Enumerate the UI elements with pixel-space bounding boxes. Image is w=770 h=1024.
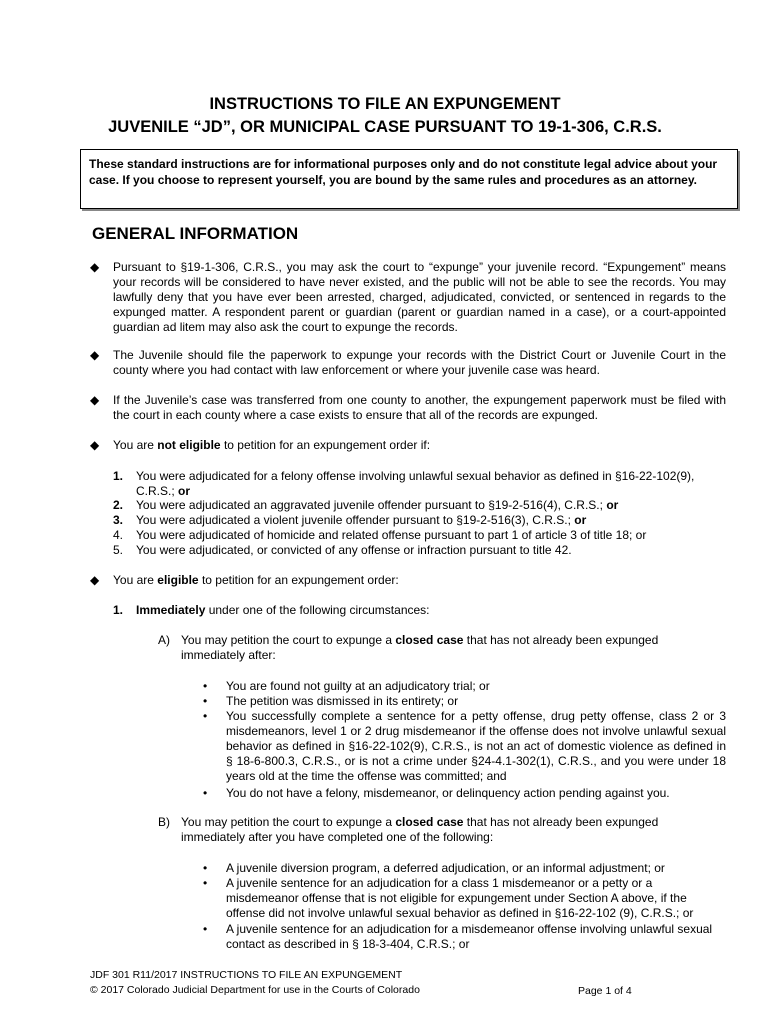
diamond-bullet-icon: ◆ <box>90 438 100 452</box>
bullet-paragraph-3: If the Juvenile’s case was transferred from one county to another, the expungement paperwork must be filed with the court in each county where a case exists to ensure that all of the records are expunged. <box>113 393 726 422</box>
list-number: 4. <box>113 528 124 542</box>
diamond-bullet-icon: ◆ <box>90 573 100 587</box>
not-eligible-item-1: You were adjudicated for a felony offense involving unlawful sexual behavior as defined in §16-22-102(9), C.R.S.; or <box>136 469 695 498</box>
subsection-a-item-4: You do not have a felony, misdemeanor, or delinquency action pending against you. <box>226 786 670 800</box>
bullet-dot-icon: • <box>203 922 208 936</box>
list-number: 1. <box>113 469 124 483</box>
not-eligible-item-4: You were adjudicated of homicide and related offense pursuant to part 1 of article 3 of title 18; or <box>136 528 647 542</box>
subsection-label-b: B) <box>158 815 170 829</box>
subsection-label-a: A) <box>158 633 170 647</box>
diamond-bullet-icon: ◆ <box>90 260 100 274</box>
list-number: 3. <box>113 513 124 527</box>
subsection-b-item-2: A juvenile sentence for an adjudication for a class 1 misdemeanor or a petty or a misdemeanor offense that is not eligible for expungement under Section A above, if the offense did not involve unlawful sexual behavior as defined in §16-22-102 (9), C.R.S.; or <box>226 876 694 920</box>
bullet-paragraph-1: Pursuant to §19-1-306, C.R.S., you may ask the court to “expunge” your juvenile record. “Expungement” means your records will be considered to have never existed, and the public will not be able to see the records. You may lawfully deny that you have ever been arrested, charged, adjudicated, convicted, or sentenced in regards to the expunged matter. A respondent parent or guardian (parent or guardian named in a case), or a court-appointed guardian ad litem may also ask the court to expunge the records. <box>113 260 726 334</box>
subsection-b-item-1: A juvenile diversion program, a deferred adjudication, or an informal adjustment; or <box>226 861 665 875</box>
not-eligible-item-2: You were adjudicated an aggravated juvenile offender pursuant to §19-2-516(4), C.R.S.; or <box>136 498 619 512</box>
bullet-dot-icon: • <box>203 679 208 693</box>
eligible-immediately-heading: Immediately under one of the following circumstances: <box>136 603 430 617</box>
footer-page-number: Page 1 of 4 <box>578 985 632 997</box>
list-number: 1. <box>113 603 124 617</box>
not-eligible-item-3: You were adjudicated a violent juvenile offender pursuant to §19-2-516(3), C.R.S.; or <box>136 513 587 527</box>
subsection-a-text: You may petition the court to expunge a closed case that has not already been expunged immediately after: <box>181 633 659 662</box>
subsection-a-item-2: The petition was dismissed in its entirety; or <box>226 694 459 708</box>
footer-form-id: JDF 301 R11/2017 INSTRUCTIONS TO FILE AN EXPUNGEMENT <box>90 969 403 981</box>
bullet-dot-icon: • <box>203 861 208 875</box>
bullet-paragraph-4: You are not eligible to petition for an expungement order if: <box>113 438 431 452</box>
document-title: INSTRUCTIONS TO FILE AN EXPUNGEMENT <box>209 95 561 113</box>
disclaimer-box: These standard instructions are for informational purposes only and do not constitute legal advice about your case. If you choose to represent yourself, you are bound by the same rules and procedures as an attorney. <box>80 149 738 209</box>
document-subtitle: JUVENILE “JD”, OR MUNICIPAL CASE PURSUANT TO 19-1-306, C.R.S. <box>108 118 662 136</box>
footer-copyright: © 2017 Colorado Judicial Department for use in the Courts of Colorado <box>90 984 420 996</box>
bullet-dot-icon: • <box>203 786 208 800</box>
diamond-bullet-icon: ◆ <box>90 348 100 362</box>
bullet-paragraph-2: The Juvenile should file the paperwork to expunge your records with the District Court or Juvenile Court in the county where you had contact with law enforcement or where your juvenile case was heard. <box>113 348 726 377</box>
list-number: 5. <box>113 543 124 557</box>
section-heading: GENERAL INFORMATION <box>92 224 299 243</box>
diamond-bullet-icon: ◆ <box>90 393 100 407</box>
list-number: 2. <box>113 498 124 512</box>
bullet-dot-icon: • <box>203 709 208 723</box>
subsection-b-text: You may petition the court to expunge a closed case that has not already been expunged immediately after you have completed one of the following: <box>181 815 659 844</box>
bullet-dot-icon: • <box>203 694 208 708</box>
subsection-b-item-3: A juvenile sentence for an adjudication for a misdemeanor offense involving unlawful sexual contact as described in § 18-3-404, C.R.S.; or <box>226 922 713 951</box>
bullet-paragraph-5: You are eligible to petition for an expungement order: <box>113 573 399 587</box>
subsection-a-item-1: You are found not guilty at an adjudicatory trial; or <box>226 679 490 693</box>
not-eligible-item-5: You were adjudicated, or convicted of any offense or infraction pursuant to title 42. <box>136 543 572 557</box>
subsection-a-item-3: You successfully complete a sentence for a petty offense, drug petty offense, class 2 or 3 misdemeanors, level 1 or 2 drug misdemeanor if the offense does not involve unlawful sexual behavior as defined in §16-22-102(9), C.R.S., is not an act of domestic violence as defined in § 18-6-800.3, C.R.S., or is not a crime under §24-4.1-302(1), C.R.S., and you were under 18 years old at the time the offense was committed; and <box>226 709 726 783</box>
bullet-dot-icon: • <box>203 876 208 890</box>
